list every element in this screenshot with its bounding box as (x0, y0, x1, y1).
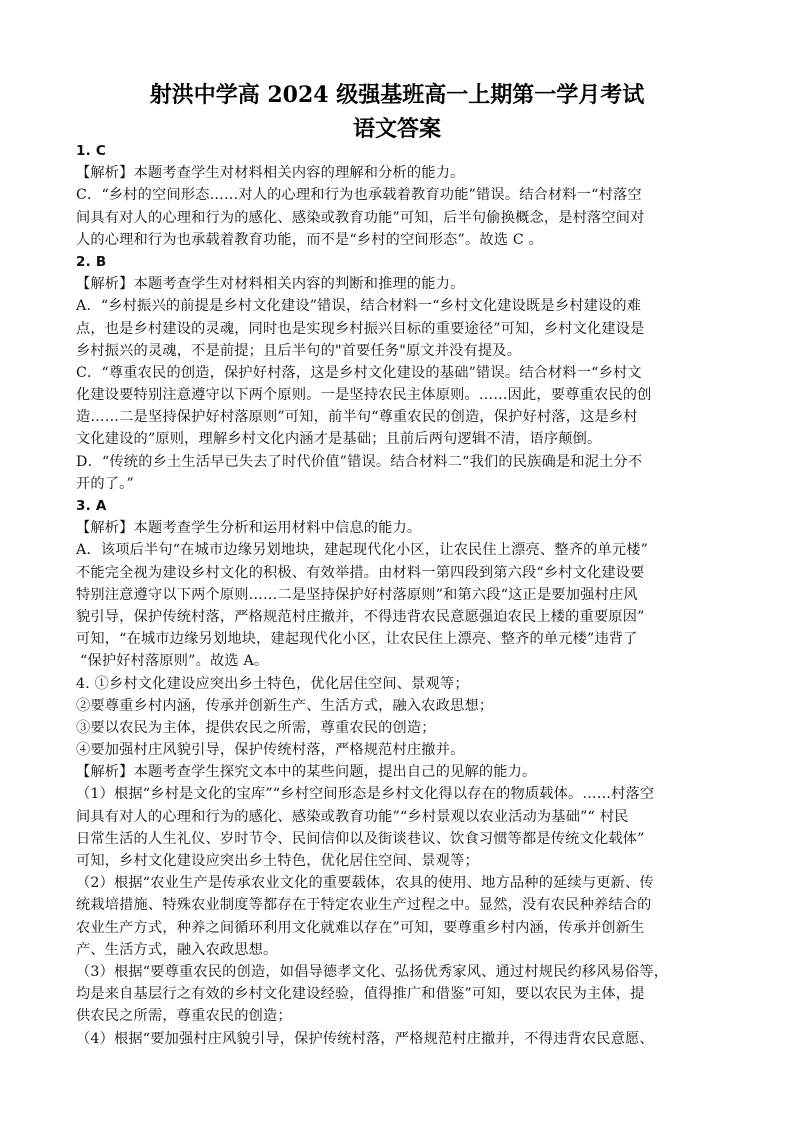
question-number: 2. B (76, 253, 107, 270)
text-line: 乡村振兴的灵魂，不是前提；且后半句的"首要任务"原文并没有提及。 (76, 342, 522, 359)
text-line: ④要加强村庄风貌引导，保护传统村落，严格规范村庄撤并。 (76, 742, 465, 759)
text-line: 统栽培措施、特殊农业制度等都存在于特定农业生产过程之中。显然，没有农民种养结合的 (76, 897, 652, 914)
text-line: 间具有对人的心理和行为的感化、感染或教育功能”“乡村景观以农业活动为基础”“ 村民 (76, 808, 629, 825)
text-line: 【解析】本题考查学生对材料相关内容的理解和分析的能力。 (76, 165, 465, 182)
text-line: 产、生活方式，融入农政思想。 (76, 941, 278, 958)
text-line: 不能完全视为建设乡村文化的积极、有效举措。由材料一第四段到第六段“乡村文化建设要 (76, 564, 645, 581)
text-line: 可知，乡村文化建设应突出乡土特色，优化居住空间、景观等； (76, 853, 479, 869)
question-number: 1. C (76, 143, 106, 159)
text-line: A．“乡村振兴的前提是乡村文化建设”错误，结合材料一“乡村文化建设既是乡村建设的难 (76, 298, 642, 315)
text-line: A．该项后半句“在城市边缘另划地块，建起现代化小区，让农民住上漂亮、整齐的单元楼” (76, 542, 649, 559)
text-line: ③要以农民为主体，提供农民之所需，尊重农民的创造； (76, 719, 436, 736)
text-line: 4. ①乡村文化建设应突出乡土特色，优化居住空间、景观等； (76, 675, 469, 692)
text-line: “保护好村落原则”。故选 A。 (80, 653, 269, 670)
text-line: 点，也是乡村建设的灵魂，同时也是实现乡村振兴目标的重要途径”可知，乡村文化建设是 (76, 320, 645, 337)
text-line: C．“乡村的空间形态……对人的心理和行为也承载着教育功能”错误。结合材料一“村落空 (76, 187, 642, 204)
text-line: 【解析】本题考查学生分析和运用材料中信息的能力。 (76, 520, 422, 537)
text-line: （4）根据“要加强村庄风貌引导，保护传统村落，严格规范村庄撤并，不得违背农民意愿、 (76, 1030, 654, 1047)
text-line: 貌引导，保护传统村落，严格规范村庄撤并，不得违背农民意愿强迫农民上楼的重要原因” (76, 608, 645, 625)
text-line: 农业生产方式，种养之间循环利用文化就难以存在”可知，要尊重乡村内涵，传承并创新生 (76, 919, 645, 936)
answer-body (76, 140, 728, 1050)
text-line: 文化建设的”原则，理解乡村文化内涵才是基础；且前后两句逻辑不清，语序颠倒。 (76, 431, 602, 448)
text-line: 【解析】本题考查学生探究文本中的某些问题，提出自己的见解的能力。 (76, 764, 537, 781)
text-line: 【解析】本题考查学生对材料相关内容的判断和推理的能力。 (76, 276, 465, 293)
text-line: D．“传统的乡土生活早已失去了时代价值”错误。结合材料二“我们的民族确是和泥土分不 (76, 453, 643, 470)
text-line: 人的心理和行为也承载着教育功能，而不是“乡村的空间形态”。故选 C 。 (76, 231, 544, 248)
text-line: 间具有对人的心理和行为的感化、感染或教育功能”可知，后半句偷换概念，是村落空间对 (76, 209, 645, 226)
text-line: （1）根据“乡村是文化的宝库”“乡村空间形态是乡村文化得以存在的物质载体。……村落空 (76, 786, 655, 803)
text-line: 化建设要特别注意遵守以下两个原则。一是坚持农民主体原则。……因此，要尊重农民的创 (76, 387, 652, 404)
text-line: 开的了。” (76, 475, 134, 492)
text-line: 日常生活的人生礼仪、岁时节令、民间信仰以及街谈巷议、饮食习惯等都是传统文化载体” (76, 830, 645, 847)
text-line: 特别注意遵守以下两个原则……二是坚持保护好村落原则”和第六段“这正是要加强村庄风 (76, 586, 638, 603)
text-line: 可知，“在城市边缘另划地块，建起现代化小区，让农民住上漂亮、整齐的单元楼”违背了 (76, 631, 638, 648)
exam-subtitle: 语文答案 (352, 116, 441, 142)
text-line: 造……二是坚持保护好村落原则”可知，前半句“尊重农民的创造，保护好村落，这是乡村 (76, 409, 638, 426)
text-line: ②要尊重乡村内涵，传承并创新生产、生活方式，融入农政思想； (76, 697, 494, 714)
text-line: （2）根据“农业生产是传承农业文化的重要载体，农具的使用、地方品种的延续与更新、传 (76, 875, 654, 892)
exam-title: 射洪中学高 2024 级强基班高一上期第一学月考试 (149, 82, 645, 108)
text-line: （3）根据“要尊重农民的创造，如倡导德孝文化、弘扬优秀家风、通过村规民约移风易俗等， (76, 963, 669, 980)
text-line: 均是来自基层行之有效的乡村文化建设经验，值得推广和借鉴”可知，要以农民为主体，提 (76, 986, 645, 1003)
text-line: 供农民之所需，尊重农民的创造； (76, 1008, 292, 1025)
question-number: 3. A (76, 498, 107, 514)
text-line: C．“尊重农民的创造，保护好村落，这是乡村文化建设的基础”错误。结合材料一“乡村文 (76, 364, 642, 381)
